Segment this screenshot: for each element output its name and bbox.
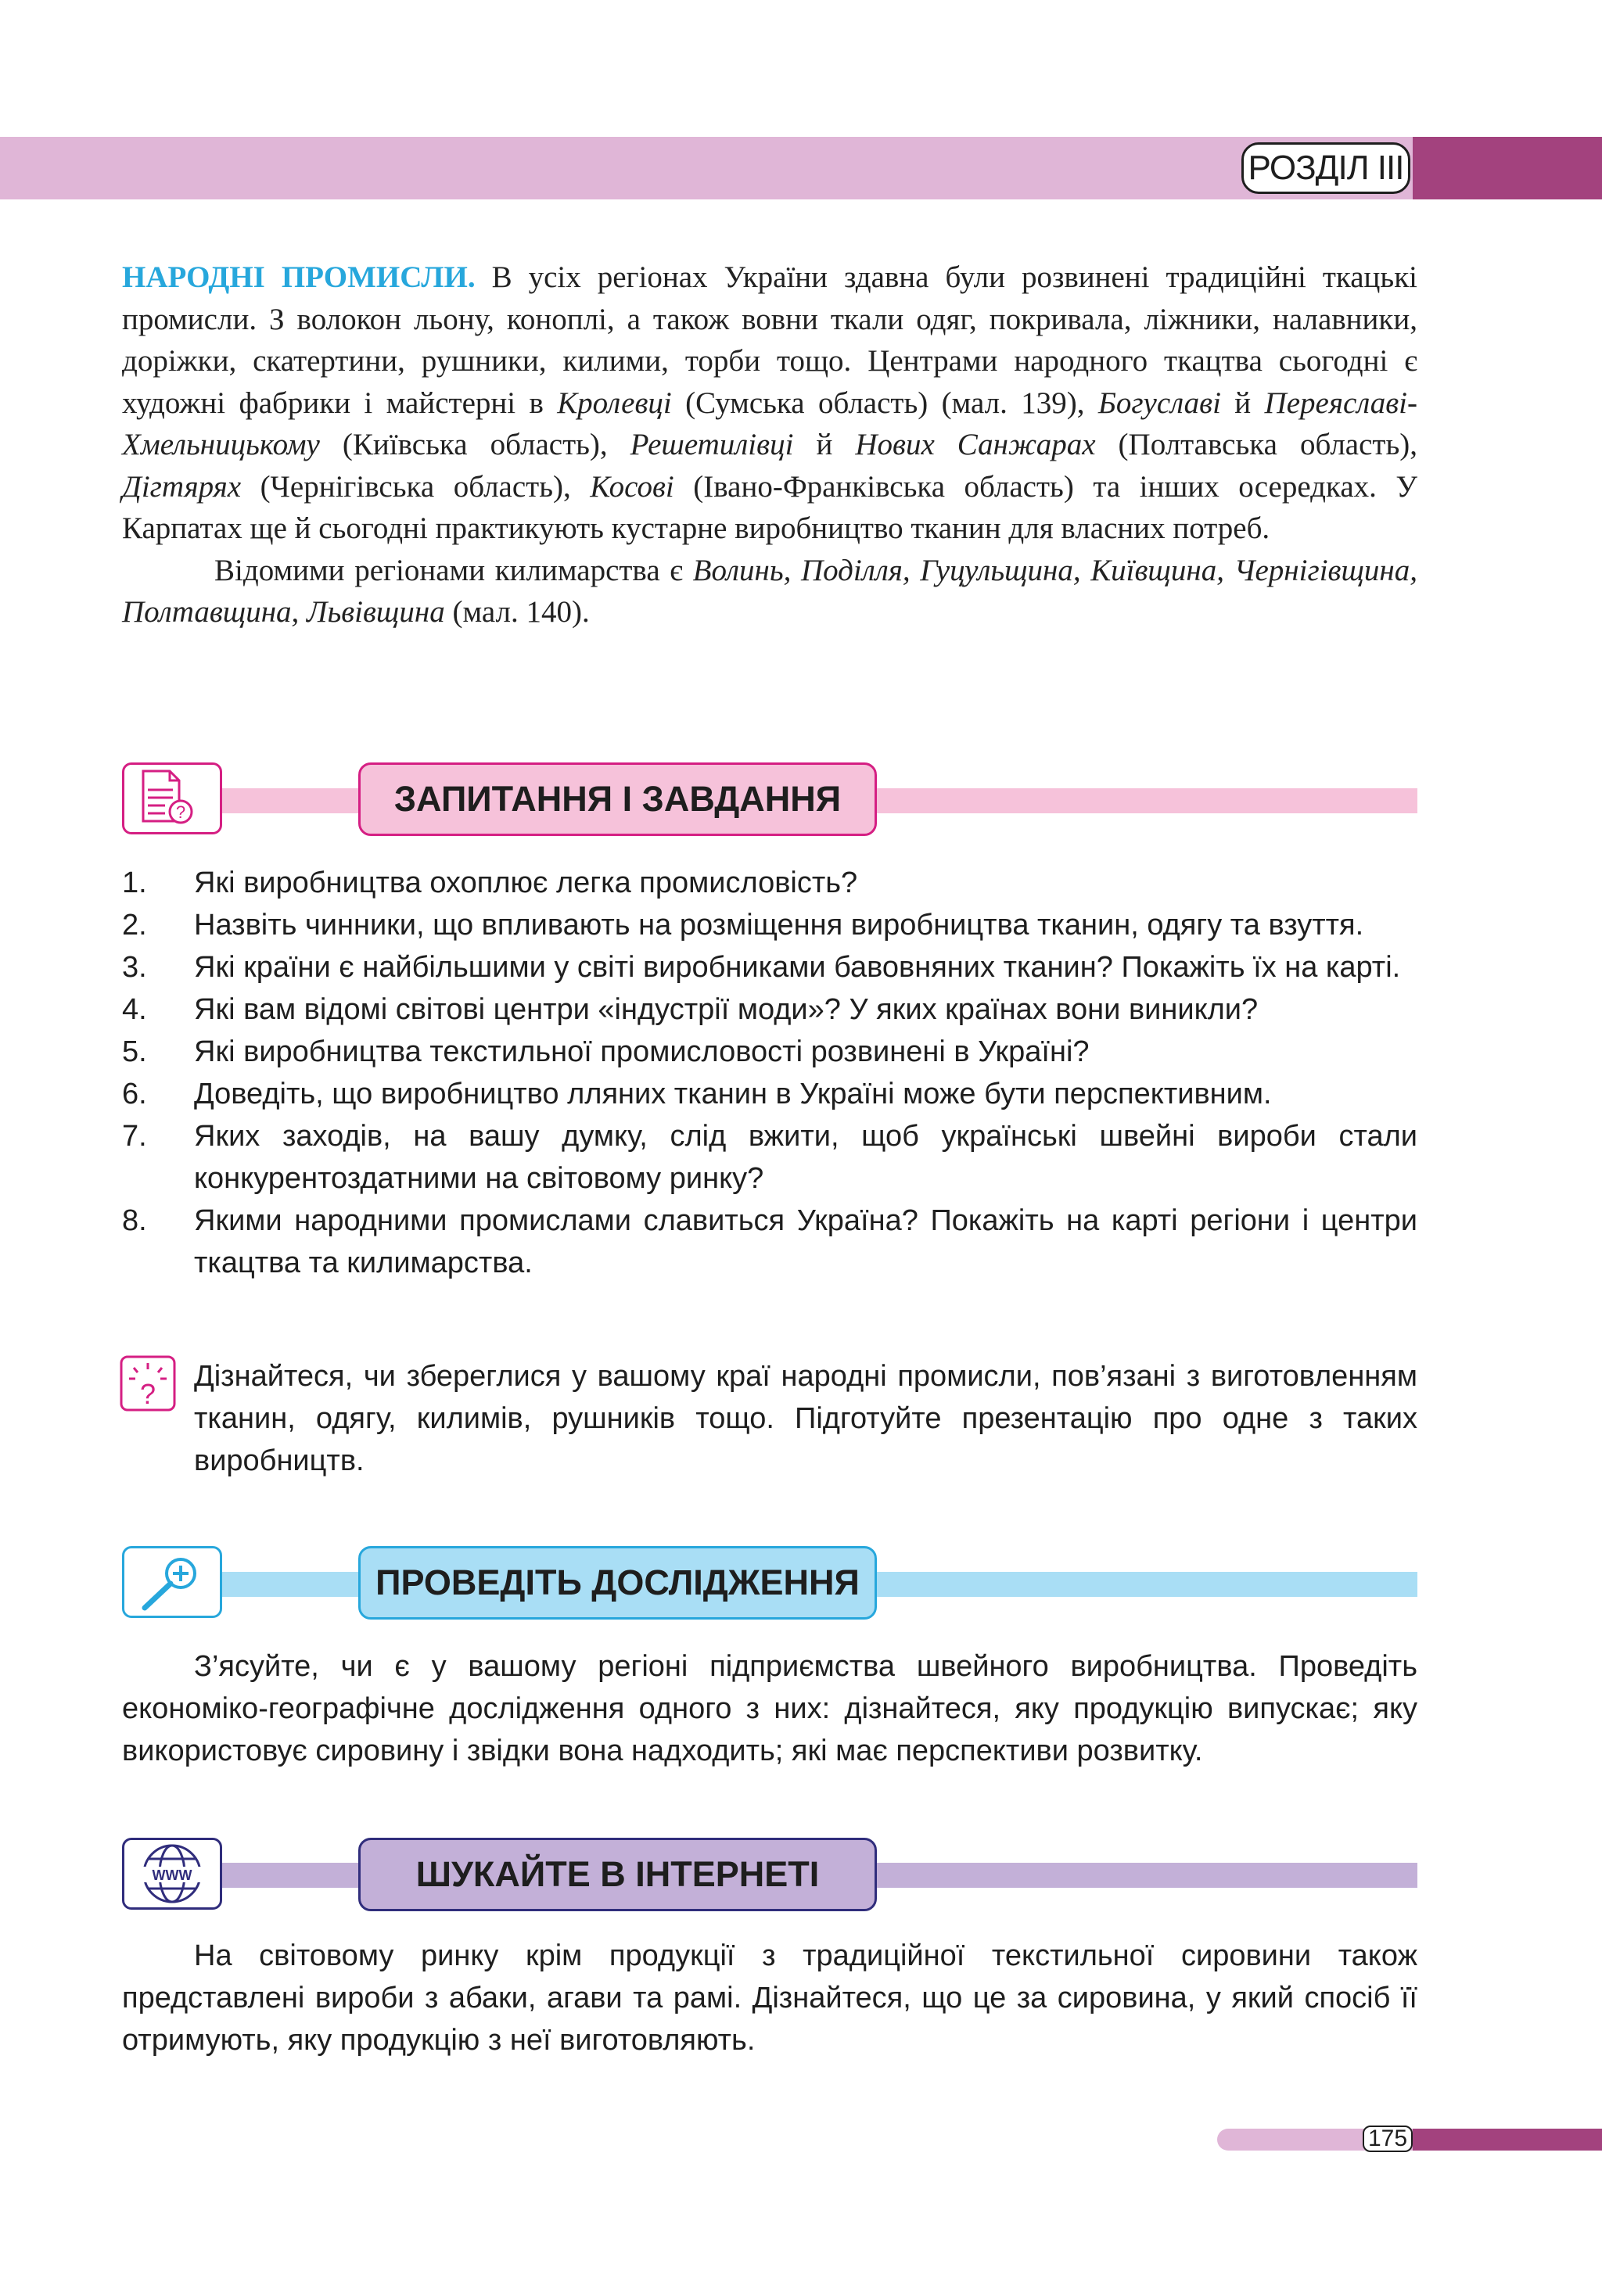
- page-number: 175: [1363, 2126, 1413, 2152]
- www-label: WWW: [152, 1867, 192, 1883]
- question-number: 4.: [122, 993, 147, 1026]
- question-number: 7.: [122, 1120, 147, 1153]
- research-text: З’ясуйте, чи є у вашому регіоні підприємства швейного виробництва. Проведіть економіко-географічне дослідження одного з них: дізнайтеся, яку продукцію випускає; яку використовує сировину і звідки вона надходить; які має перспективи розвитку.: [122, 1650, 1417, 1767]
- internet-heading: ШУКАЙТЕ В ІНТЕРНЕТІ: [358, 1838, 877, 1911]
- question-number: 1.: [122, 866, 147, 899]
- text-run: Відомими регіонами килимарства є: [214, 553, 693, 587]
- question-item: [122, 1031, 1417, 1073]
- magnifier-icon: [122, 1546, 222, 1618]
- place-name: Дігтярях: [122, 469, 242, 504]
- question-number: 6.: [122, 1078, 147, 1110]
- internet-text: На світовому ринку крім продукції з традиційної текстильної сировини також представлені вироби з абаки, агави та рамі. Дізнайтеся, що це за сировина, у який спосіб її отримують, яку продукцію з неї виготовляють.: [122, 1939, 1417, 2057]
- question-item: [122, 946, 1417, 988]
- header-band-accent: [1413, 137, 1602, 199]
- place-name: Богуславі: [1097, 386, 1221, 420]
- question-item: [122, 904, 1417, 946]
- idea-question-icon: [120, 1355, 176, 1412]
- header-band: [0, 137, 1413, 199]
- question-number: 5.: [122, 1035, 147, 1068]
- text-run: (Чернігівська область),: [241, 469, 591, 504]
- question-text: Якими народними промислами славиться Україна? Покажіть на карті регіони і центри ткацтва та килимарства.: [194, 1204, 1417, 1279]
- text-run: й: [793, 428, 856, 461]
- place-name: Кролевці: [557, 386, 672, 420]
- globe-www-icon: [122, 1838, 222, 1910]
- questions-document-icon: [122, 762, 222, 834]
- place-name: Решетилівці: [630, 428, 794, 461]
- svg-text:?: ?: [175, 802, 186, 822]
- question-text: Доведіть, що виробництво лляних тканин в Україні може бути перспективним.: [194, 1078, 1272, 1110]
- question-text: Які вам відомі світові центри «індустрії моди»? У яких країнах вони виникли?: [194, 993, 1259, 1026]
- carpet-regions-paragraph: [122, 550, 1417, 633]
- question-text: Назвіть чинники, що впливають на розміщення виробництва тканин, одягу та взуття.: [194, 909, 1364, 942]
- crafts-paragraph: [122, 257, 1417, 550]
- text-run: (Київська область),: [319, 428, 630, 461]
- extra-task-text: Дізнайтеся, чи збереглися у вашому краї народні промисли, пов’язані з виготовленням тканин, одягу, килимів, рушників тощо. Підготуйте презентацію про одне з таких виробництв.: [194, 1360, 1417, 1477]
- text-run: (Полтавська область),: [1095, 428, 1417, 461]
- section-tag: РОЗДІЛ ІІІ: [1241, 142, 1410, 194]
- questions-heading: ЗАПИТАННЯ І ЗАВДАННЯ: [358, 762, 877, 836]
- place-name: Волинь, Поділля, Гуцульщина, Київщина, Чернігівщина, Полтавщина, Львівщина: [122, 553, 1417, 629]
- question-item: [122, 1115, 1417, 1200]
- question-text: Які виробництва охоплює легка промисловість?: [194, 866, 858, 899]
- text-run: (Івано-Франківська область) та інших осередках. У Карпатах ще й сьогодні практикують кустарне виробництво тканин для власних потреб.: [122, 469, 1417, 545]
- question-text: Які країни є найбільшими у світі виробниками бавовняних тканин? Покажіть їх на карті.: [194, 951, 1401, 984]
- question-text: Яких заходів, на вашу думку, слід вжити, щоб українські швейні вироби стали конкурентоздатними на світовому ринку?: [194, 1120, 1417, 1195]
- svg-text:?: ?: [139, 1378, 156, 1410]
- section-keyword: НАРОДНІ ПРОМИСЛИ.: [122, 260, 476, 294]
- text-run: (Сумська область) (мал. 139),: [671, 386, 1098, 420]
- question-item: [122, 862, 1417, 904]
- question-item: [122, 1200, 1417, 1284]
- text-run: (мал. 140).: [444, 595, 590, 629]
- footer-band-accent: [1413, 2129, 1602, 2151]
- question-item: [122, 1073, 1417, 1115]
- place-name: Косові: [590, 469, 674, 504]
- text-run: й: [1220, 386, 1265, 420]
- crafts-section: [122, 257, 1417, 633]
- question-number: 2.: [122, 909, 147, 942]
- place-name: Нових Санжарах: [855, 428, 1096, 461]
- question-number: 8.: [122, 1204, 147, 1237]
- question-number: 3.: [122, 951, 147, 984]
- place-name: Переяславі-Хмельницькому: [122, 386, 1417, 461]
- questions-list: [122, 862, 1417, 1284]
- text-run: В усіх регіонах України здавна були розвинені традиційні ткацькі промисли. З волокон льону, коноплі, а також вовни ткали одяг, покривала, ліжники, налавники, доріжки, скатертини, рушники, килими, торби тощо. Центрами народного ткацтва сьогодні є художні фабрики і майстерні в: [122, 260, 1417, 420]
- question-item: [122, 988, 1417, 1031]
- research-heading: ПРОВЕДІТЬ ДОСЛІДЖЕННЯ: [358, 1546, 877, 1620]
- question-text: Які виробництва текстильної промисловості розвинені в Україні?: [194, 1035, 1090, 1068]
